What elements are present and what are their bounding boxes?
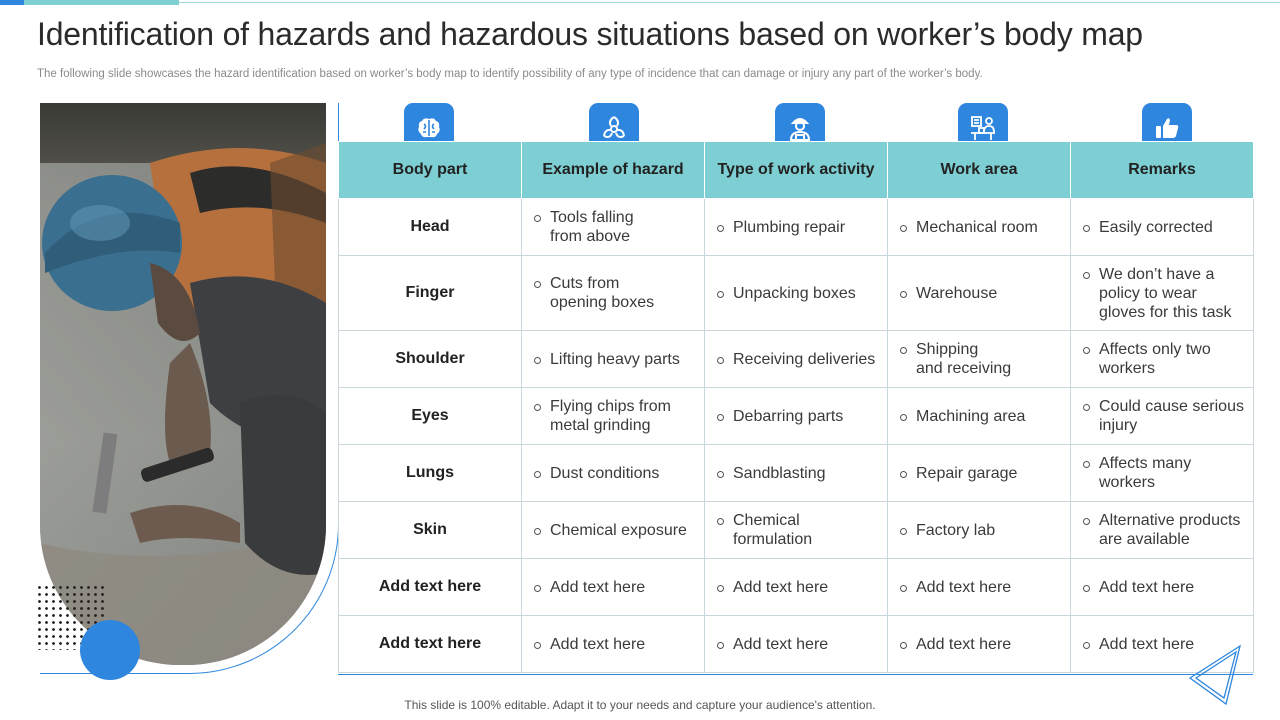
cell-line: formulation bbox=[733, 531, 813, 548]
table-bottom-rule bbox=[338, 674, 1253, 675]
hazard-cell bbox=[522, 256, 705, 331]
remarks-cell bbox=[1071, 559, 1254, 616]
remarks-entry bbox=[1083, 397, 1245, 435]
area-entry bbox=[900, 407, 1062, 426]
hazard-text bbox=[550, 464, 659, 483]
activity-text bbox=[733, 218, 845, 237]
cell-line: Chemical exposure bbox=[550, 521, 687, 539]
activity-entry bbox=[717, 635, 879, 654]
cell-line: Warehouse bbox=[916, 284, 998, 302]
body-part-cell: Shoulder bbox=[339, 331, 522, 388]
cell-line: from above bbox=[550, 228, 631, 245]
activity-cell bbox=[705, 502, 888, 559]
bullet-icon bbox=[900, 414, 907, 421]
bullet-icon bbox=[900, 528, 907, 535]
area-cell bbox=[888, 616, 1071, 673]
bullet-icon bbox=[900, 585, 907, 592]
cell-line: Chemical bbox=[733, 512, 800, 529]
cell-line: Unpacking boxes bbox=[733, 284, 856, 302]
activity-entry bbox=[717, 578, 879, 597]
cell-line: opening boxes bbox=[550, 294, 655, 311]
hazard-cell bbox=[522, 616, 705, 673]
bullet-icon bbox=[534, 357, 541, 364]
bullet-icon bbox=[717, 642, 724, 649]
blue-circle-decoration bbox=[80, 620, 140, 680]
remarks-entry bbox=[1083, 218, 1245, 237]
bullet-icon bbox=[717, 291, 724, 298]
slide-subtitle: The following slide showcases the hazard identification based on worker’s body map to identify possibility of any type of incidence that can damage or injury any part of the worker’s body. bbox=[37, 68, 983, 80]
bullet-icon bbox=[1083, 272, 1090, 279]
area-entry bbox=[900, 521, 1062, 540]
area-entry bbox=[900, 340, 1062, 378]
cell-line: Debarring parts bbox=[733, 407, 844, 425]
slide-title: Identification of hazards and hazardous situations based on worker’s body map bbox=[37, 16, 1143, 52]
cell-line: Add text here bbox=[916, 578, 1012, 596]
remarks-text bbox=[1099, 454, 1191, 492]
slide-footer: This slide is 100% editable. Adapt it to your needs and capture your audience's attention. bbox=[404, 698, 876, 712]
area-cell bbox=[888, 331, 1071, 388]
cell-line: Plumbing repair bbox=[733, 218, 846, 236]
activity-text bbox=[733, 578, 828, 597]
activity-text bbox=[733, 350, 875, 369]
cell-line: Add text here bbox=[733, 578, 829, 596]
cell-line: Repair garage bbox=[916, 464, 1018, 482]
table-row bbox=[339, 331, 1254, 388]
body-part-cell: Add text here bbox=[339, 616, 522, 673]
table-header-row bbox=[339, 142, 1254, 199]
cell-line: gloves for this task bbox=[1099, 303, 1232, 321]
hazard-table bbox=[338, 141, 1254, 673]
area-cell bbox=[888, 199, 1071, 256]
table-row bbox=[339, 445, 1254, 502]
bullet-icon bbox=[534, 642, 541, 649]
cell-line: Add text here bbox=[733, 635, 829, 653]
area-cell bbox=[888, 388, 1071, 445]
area-entry bbox=[900, 464, 1062, 483]
column-header-activity: Type of work activity bbox=[705, 142, 888, 199]
bullet-icon bbox=[534, 215, 541, 222]
hazard-text bbox=[550, 208, 634, 246]
activity-text bbox=[733, 464, 826, 483]
top-accent-bar-teal bbox=[24, 0, 179, 5]
cell-line: Factory lab bbox=[916, 521, 996, 539]
area-text bbox=[916, 340, 1011, 378]
remarks-cell bbox=[1071, 388, 1254, 445]
area-cell bbox=[888, 445, 1071, 502]
activity-cell bbox=[705, 256, 888, 331]
hazard-text bbox=[550, 274, 654, 312]
cell-line: Easily corrected bbox=[1099, 218, 1213, 236]
hazard-entry bbox=[534, 464, 696, 483]
remarks-cell bbox=[1071, 256, 1254, 331]
area-cell bbox=[888, 256, 1071, 331]
bullet-icon bbox=[534, 585, 541, 592]
activity-cell bbox=[705, 331, 888, 388]
table-row bbox=[339, 616, 1254, 673]
cell-line: We don’t have a bbox=[1099, 265, 1215, 283]
cell-line: are available bbox=[1099, 531, 1190, 548]
bullet-icon bbox=[900, 225, 907, 232]
activity-cell bbox=[705, 388, 888, 445]
activity-text bbox=[733, 511, 812, 549]
area-text bbox=[916, 521, 995, 540]
cell-line: Dust conditions bbox=[550, 464, 660, 482]
body-part-cell: Lungs bbox=[339, 445, 522, 502]
activity-text bbox=[733, 635, 828, 654]
bullet-icon bbox=[1083, 518, 1090, 525]
cell-line: Add text here bbox=[1099, 578, 1195, 596]
remarks-cell bbox=[1071, 502, 1254, 559]
hazard-entry bbox=[534, 350, 696, 369]
cell-line: Could cause serious bbox=[1099, 398, 1244, 415]
remarks-text bbox=[1099, 265, 1232, 322]
hazard-text bbox=[550, 350, 680, 369]
activity-cell bbox=[705, 559, 888, 616]
activity-text bbox=[733, 407, 843, 426]
body-part-cell: Skin bbox=[339, 502, 522, 559]
cell-line: Mechanical room bbox=[916, 218, 1038, 236]
hazard-entry bbox=[534, 208, 696, 246]
cell-line: Machining area bbox=[916, 407, 1026, 425]
hazard-cell bbox=[522, 199, 705, 256]
cell-line: policy to wear bbox=[1099, 284, 1197, 302]
remarks-entry bbox=[1083, 511, 1245, 549]
activity-cell bbox=[705, 616, 888, 673]
cell-line: Tools falling bbox=[550, 209, 634, 226]
bullet-icon bbox=[717, 414, 724, 421]
remarks-text bbox=[1099, 635, 1194, 654]
remarks-text bbox=[1099, 511, 1240, 549]
hazard-cell bbox=[522, 445, 705, 502]
worker-photo bbox=[40, 103, 326, 665]
top-rule bbox=[179, 2, 1280, 3]
remarks-cell bbox=[1071, 445, 1254, 502]
table-row bbox=[339, 388, 1254, 445]
activity-entry bbox=[717, 284, 879, 303]
remarks-entry bbox=[1083, 265, 1245, 322]
bullet-icon bbox=[534, 528, 541, 535]
table-row bbox=[339, 502, 1254, 559]
area-cell bbox=[888, 559, 1071, 616]
cell-line: Receiving deliveries bbox=[733, 350, 876, 368]
table-row bbox=[339, 256, 1254, 331]
area-cell bbox=[888, 502, 1071, 559]
activity-entry bbox=[717, 464, 879, 483]
bullet-icon bbox=[900, 471, 907, 478]
remarks-entry bbox=[1083, 340, 1245, 378]
area-text bbox=[916, 284, 997, 303]
column-header-body-part: Body part bbox=[339, 142, 522, 199]
column-header-hazard: Example of hazard bbox=[522, 142, 705, 199]
body-part-cell: Eyes bbox=[339, 388, 522, 445]
remarks-text bbox=[1099, 340, 1211, 378]
hazard-cell bbox=[522, 502, 705, 559]
remarks-cell bbox=[1071, 331, 1254, 388]
body-part-cell: Head bbox=[339, 199, 522, 256]
bullet-icon bbox=[534, 471, 541, 478]
cell-line: and receiving bbox=[916, 360, 1012, 377]
cell-line: Alternative products bbox=[1099, 512, 1241, 529]
bullet-icon bbox=[717, 471, 724, 478]
cell-line: Flying chips from bbox=[550, 398, 671, 415]
hazard-text bbox=[550, 578, 645, 597]
activity-cell bbox=[705, 199, 888, 256]
area-entry bbox=[900, 218, 1062, 237]
area-text bbox=[916, 464, 1017, 483]
triangle-decoration bbox=[1186, 644, 1244, 706]
hazard-entry bbox=[534, 397, 696, 435]
area-entry bbox=[900, 578, 1062, 597]
area-text bbox=[916, 218, 1038, 237]
cell-line: Affects only two bbox=[1099, 341, 1211, 358]
remarks-text bbox=[1099, 578, 1194, 597]
area-text bbox=[916, 578, 1011, 597]
cell-line: Shipping bbox=[916, 341, 979, 358]
cell-line: Lifting heavy parts bbox=[550, 350, 680, 368]
activity-text bbox=[733, 284, 856, 303]
area-entry bbox=[900, 284, 1062, 303]
hazard-text bbox=[550, 397, 671, 435]
cell-line: workers bbox=[1099, 474, 1156, 491]
cell-line: Sandblasting bbox=[733, 464, 826, 482]
hazard-cell bbox=[522, 331, 705, 388]
table-row bbox=[339, 559, 1254, 616]
activity-entry bbox=[717, 407, 879, 426]
hazard-cell bbox=[522, 559, 705, 616]
body-part-cell: Add text here bbox=[339, 559, 522, 616]
activity-entry bbox=[717, 350, 879, 369]
cell-line: injury bbox=[1099, 417, 1138, 434]
bullet-icon bbox=[717, 357, 724, 364]
table-row bbox=[339, 199, 1254, 256]
cell-line: Add text here bbox=[1099, 635, 1195, 653]
cell-line: Add text here bbox=[550, 635, 646, 653]
bullet-icon bbox=[717, 585, 724, 592]
bullet-icon bbox=[1083, 225, 1090, 232]
hazard-text bbox=[550, 521, 687, 540]
remarks-cell bbox=[1071, 199, 1254, 256]
cell-line: Affects many bbox=[1099, 455, 1192, 472]
remarks-text bbox=[1099, 218, 1213, 237]
bullet-icon bbox=[1083, 404, 1090, 411]
cell-line: Add text here bbox=[550, 578, 646, 596]
column-header-work-area: Work area bbox=[888, 142, 1071, 199]
remarks-text bbox=[1099, 397, 1244, 435]
activity-entry bbox=[717, 218, 879, 237]
area-entry bbox=[900, 635, 1062, 654]
hazard-cell bbox=[522, 388, 705, 445]
activity-cell bbox=[705, 445, 888, 502]
remarks-entry bbox=[1083, 578, 1245, 597]
bullet-icon bbox=[900, 347, 907, 354]
cell-line: metal grinding bbox=[550, 417, 651, 434]
hazard-entry bbox=[534, 635, 696, 654]
remarks-entry bbox=[1083, 454, 1245, 492]
bullet-icon bbox=[1083, 585, 1090, 592]
cell-line: workers bbox=[1099, 360, 1156, 377]
hazard-entry bbox=[534, 521, 696, 540]
area-text bbox=[916, 635, 1011, 654]
bullet-icon bbox=[717, 225, 724, 232]
cell-line: Add text here bbox=[916, 635, 1012, 653]
cell-line: Cuts from bbox=[550, 275, 620, 292]
bullet-icon bbox=[1083, 642, 1090, 649]
bullet-icon bbox=[534, 404, 541, 411]
bullet-icon bbox=[900, 642, 907, 649]
column-header-remarks: Remarks bbox=[1071, 142, 1254, 199]
hazard-entry bbox=[534, 274, 696, 312]
bullet-icon bbox=[717, 518, 724, 525]
bullet-icon bbox=[1083, 461, 1090, 468]
hazard-text bbox=[550, 635, 645, 654]
area-text bbox=[916, 407, 1025, 426]
activity-entry bbox=[717, 511, 879, 549]
bullet-icon bbox=[1083, 347, 1090, 354]
top-accent-bar bbox=[0, 0, 24, 5]
hazard-entry bbox=[534, 578, 696, 597]
body-part-cell: Finger bbox=[339, 256, 522, 331]
bullet-icon bbox=[534, 281, 541, 288]
bullet-icon bbox=[900, 291, 907, 298]
